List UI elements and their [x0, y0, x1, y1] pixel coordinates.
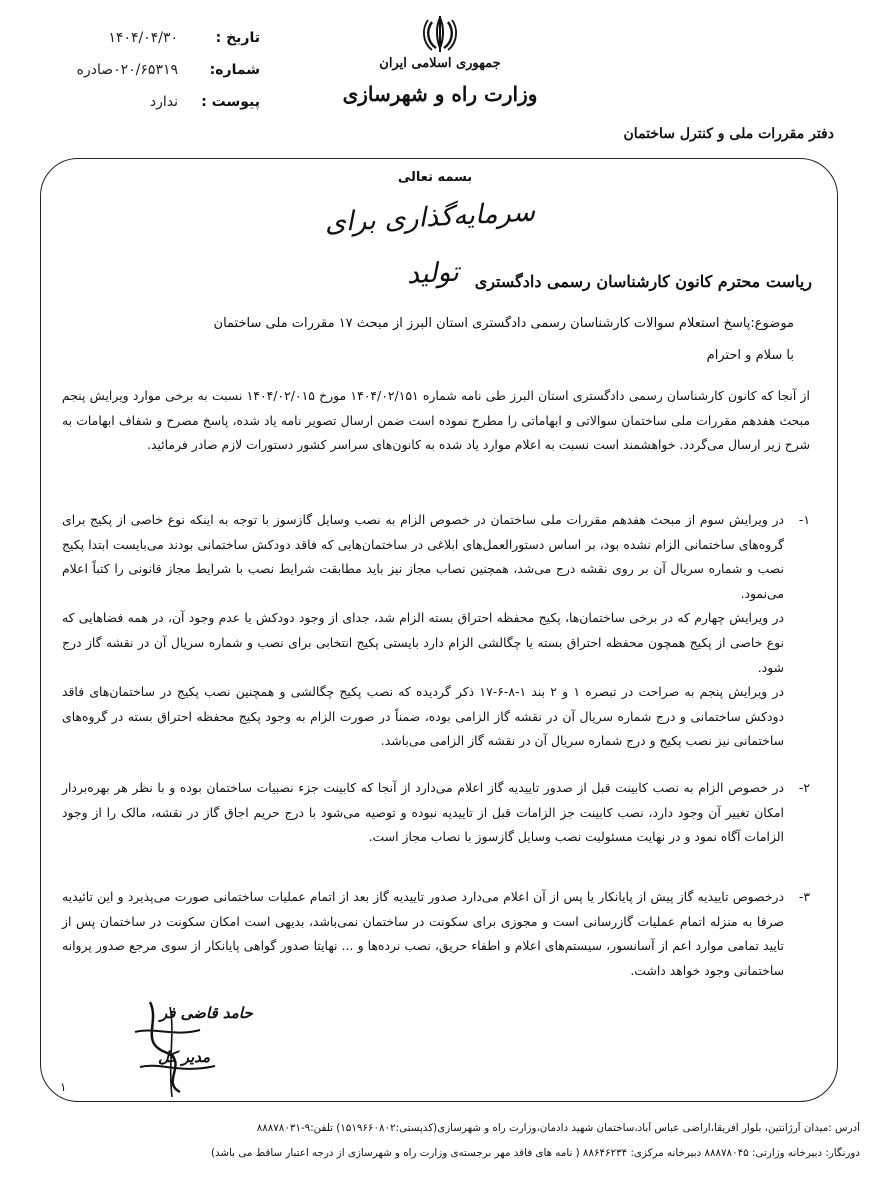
addressee: ریاست محترم کانون کارشناسان رسمی دادگستری — [474, 272, 812, 291]
item-number: ۱- — [798, 512, 810, 527]
date-label: تاریخ : — [215, 30, 260, 46]
footer-phones: دورنگار: دبیرخانه وزارتی: ۸۸۸۷۸۰۴۵ دبیرخانه مرکزی: ۸۸۶۴۶۲۳۴ ( نامه های فاقد مهر برجسته‌ی وزارت راه و شهرسازی از درجه اعتبار ساقط می باشد) — [211, 1147, 860, 1159]
item-paragraph: درخصوص تاییدیه گاز پیش از پایانکار یا پس از آن اعلام می‌دارد صدور تاییدیه گاز بعد از اتمام عملیات ساختمانی صورت می‌پذیرد و این تائیدیه صرفا به منزله اتمام عملیات گازرسانی است و مجوزی برای سکونت در ساختمان نمی‌باشد، بدیهی است امکان سکونت در ساختمان پس از تایید تمامی موارد اعم از آسانسور، سیستم‌های اعلام و اطفاء حریق، نصب نرده‌ها و ... نهایتا صدور گواهی پایانکار از سوی مرجع صدور پروانه ساختمانی وجود خواهد داشت. — [62, 889, 784, 978]
item-text — [62, 508, 784, 754]
item-paragraph: در خصوص الزام به نصب کابینت قبل از صدور تاییدیه گاز اعلام می‌دارد از آنجا که کابینت جزء نصبیات ساختمان بوده و با نظر هر بهره‌بردار امکان تغییر آن وجود دارد، نصب کابینت جز الزامات قبل از تاییدیه نبوده و توصیه می‌شود با درج حریم اجاق گاز در نقشه، مالک را از وجود الزامات آگاه نمود و در نهایت مسئولیت نصب وسایل گازسوز با نصاب مجاز است. — [62, 780, 784, 845]
list-item — [62, 885, 810, 983]
item-paragraph: در ویرایش سوم از مبحث هفدهم مقررات ملی ساختمان در خصوص الزام به نصب وسایل گازسوز با توجه به اینکه نوع خاصی از پکیج برای گروه‌های ساختمانی الزام نشده بود، بر اساس دستورالعمل‌های ابلاغی در ساختمان‌هایی که فاقد دودکش ساختمانی بودند می‌بایست ابتدا پکیج نصب و شماره سریال آن بر روی نقشه درج می‌شد، همچنین نصاب مجاز نیز باید مطابقت شرایط نصب با شرایط مجاز قانونی را کتباً اعلام می‌نمود. — [62, 512, 784, 601]
signature-title: مدیر کل — [158, 1048, 211, 1066]
iran-emblem-icon — [418, 14, 462, 54]
office-title: دفتر مقررات ملی و کنترل ساختمان — [623, 126, 834, 142]
attachment-row — [30, 94, 260, 126]
attachment-value: ندارد — [149, 94, 178, 110]
number-row — [30, 62, 260, 94]
item-text — [62, 885, 784, 983]
subject-line: موضوع:پاسخ استعلام سوالات کارشناسان رسمی دادگستری استان البرز از مبحث ۱۷ مقررات ملی ساختمان — [213, 316, 794, 331]
letter-meta — [30, 30, 260, 126]
item-paragraph: در ویرایش چهارم که در برخی ساختمان‌ها، پکیج محفظه احتراق بسته الزام شد، جدای از وجود دودکش یا عدم وجود آن، در همه فضاهایی که نوع خاصی از پکیج همچون محفظه احتراق بسته یا چگالشی الزام دارد بایستی پکیج انتخابی برای نصب و شماره سریال آن در نقشه گاز درج شود. — [62, 610, 784, 675]
footer-address: آدرس :میدان آرژانتین، بلوار افریقا،اراضی عباس آباد،ساختمان شهید دادمان،وزارت راه و شهرسازی(کدپستی:۱۵۱۹۶۶۰۸۰۲) تلفن:۹-۸۸۸۷۸۰۳۱ — [256, 1122, 860, 1134]
year-slogan: سرمایه‌گذاری برای تولید — [323, 196, 536, 291]
page-number: ۱ — [60, 1080, 67, 1094]
republic-title: جمهوری اسلامی ایران — [379, 56, 501, 71]
number-value: ۰۲۰/۶۵۳۱۹صادره — [76, 62, 178, 78]
item-number: ۲- — [798, 780, 810, 795]
list-item — [62, 508, 810, 754]
ministry-title: وزارت راه و شهرسازی — [342, 82, 538, 106]
item-text — [62, 776, 784, 850]
item-paragraph: در ویرایش پنجم به صراحت در تبصره ۱ و ۲ بند ۱-۸-۶-۱۷ ذکر گردیده که نصب پکیج چگالشی و همچنین نصب پکیج در ساختمان‌های فاقد دودکش ساختمانی و درج شماره سریال آن در نقشه گاز الزامی بوده، ضمناً در صورت الزام به وجود پکیج محفظه احتراق بسته در گروه‌های ساختمانی نیز نصب پکیج و درج شماره سریال آن در نقشه گاز الزامی می‌باشد. — [62, 684, 784, 749]
bismillah: بسمه تعالی — [397, 170, 473, 185]
date-row — [30, 30, 260, 62]
signature-name: حامد قاضی فر — [160, 1004, 253, 1022]
number-label: شماره: — [209, 62, 260, 78]
intro-paragraph: از آنجا که کانون کارشناسان رسمی دادگستری استان البرز طی نامه شماره ۱۴۰۴/۰۲/۱۵۱ مورخ ۱۴۰۴/۰۲/۰۱۵ نسبت به برخی موارد ویرایش پنجم مبحث هفدهم مقررات ملی ساختمان سوالاتی و ابهاماتی را مطرح نموده است ضمن ارسال تصویر نامه یاد شده، پاسخ مصرح و شفاف ابهامات به شرح زیر ارسال می‌گردد. خواهشمند است نسبت به اعلام موارد یاد شده به کانون‌های سراسر کشور دستورات لازم صادر فرمائید. — [62, 388, 810, 453]
date-value: ۱۴۰۴/۰۴/۳۰ — [108, 30, 178, 46]
list-item — [62, 776, 810, 850]
attachment-label: پیوست : — [201, 94, 260, 110]
greeting: با سلام و احترام — [706, 348, 794, 363]
item-number: ۳- — [798, 889, 810, 904]
